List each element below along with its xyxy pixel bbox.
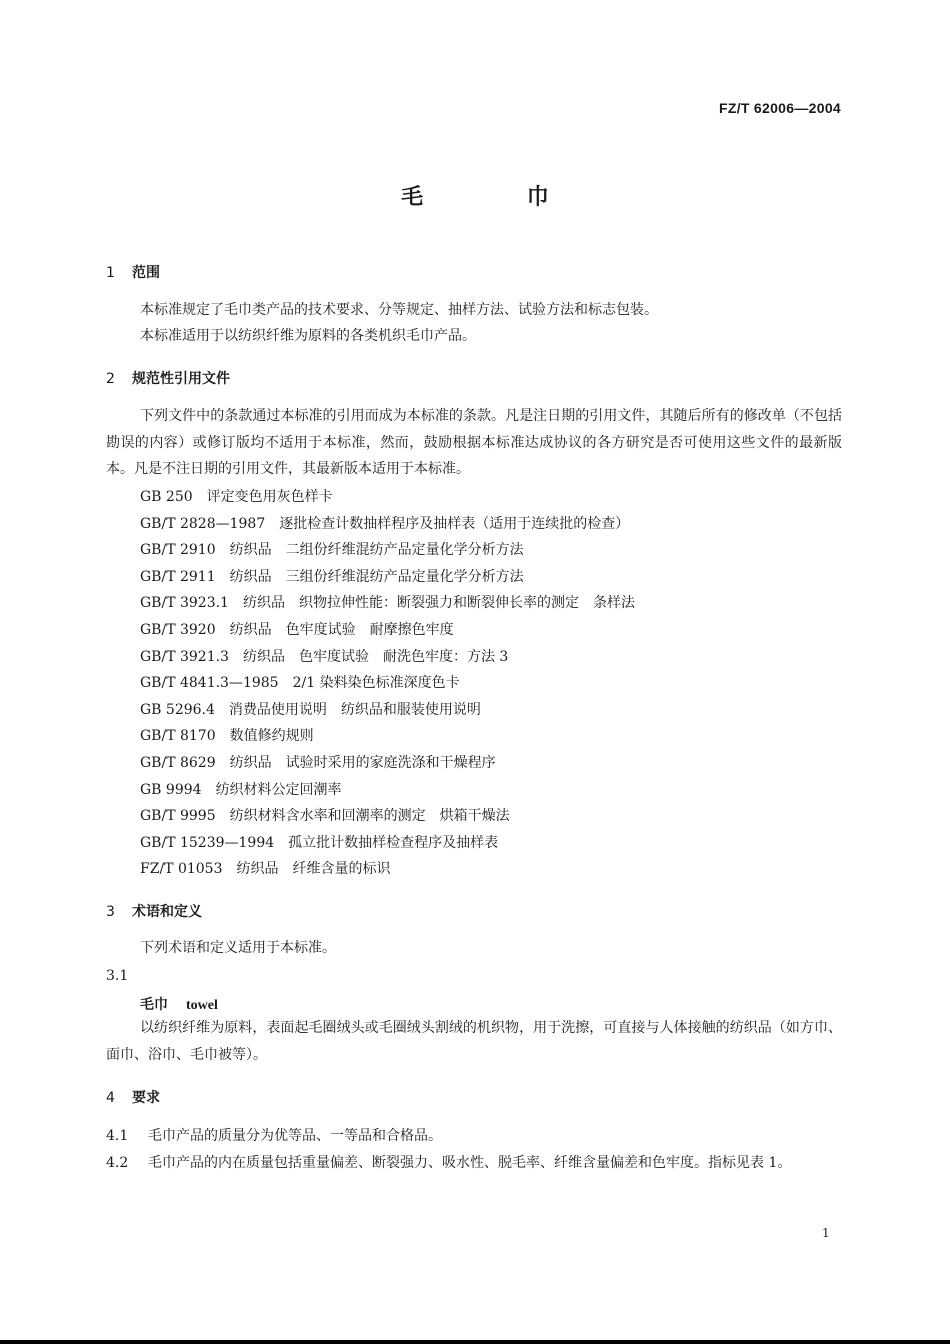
section-1-para-1: 本标准规定了毛巾类产品的技术要求、分等规定、抽样方法、试验方法和标志包装。: [140, 302, 658, 318]
reference-title: 消费品使用说明 纺织品和服装使用说明: [228, 701, 481, 718]
term-chinese: 毛巾: [140, 997, 168, 1013]
standard-code: FZ/T 62006—2004: [718, 100, 841, 116]
reference-code: GB/T 8170: [140, 728, 216, 745]
section-2-intro: 下列文件中的条款通过本标准的引用而成为本标准的条款。凡是注日期的引用文件，其随后所有的修改单（不包括勘误的内容）或修订版均不适用于本标准，然而，鼓励根据本标准达成协议的各方研究是否可使用这些文件的最新版本。凡是不注日期的引用文件，其最新版本适用于本标准。: [106, 408, 842, 477]
reference-title: 逐批检查计数抽样程序及抽样表（适用于连续批的检查）: [279, 515, 630, 532]
section-2-heading: [106, 368, 230, 388]
reference-title: 纺织材料公定回潮率: [215, 781, 342, 798]
section-number: 3: [106, 904, 115, 920]
reference-code: GB 9994: [140, 781, 202, 798]
reference-code: GB 5296.4: [140, 701, 215, 718]
reference-item: [140, 832, 498, 852]
section-title: 要求: [132, 1090, 160, 1106]
reference-code: GB 250: [140, 489, 193, 505]
reference-item: [140, 672, 460, 692]
reference-title: 纺织品 色牢度试验 耐洗色牢度：方法 3: [242, 648, 509, 665]
reference-title: 孤立批计数抽样检查程序及抽样表: [288, 834, 499, 851]
reference-item: [140, 699, 481, 719]
document-title: 毛 巾: [401, 185, 597, 210]
reference-code: GB/T 15239—1994: [140, 834, 275, 851]
reference-code: FZ/T 01053: [140, 861, 223, 878]
section-number: 4: [106, 1090, 115, 1106]
section-3-intro: 下列术语和定义适用于本标准。: [140, 940, 336, 956]
reference-code: GB/T 9995: [140, 808, 216, 825]
clause-number: 4.1: [106, 1128, 129, 1144]
reference-title: 2/1 染料染色标准深度色卡: [292, 675, 460, 692]
clause-text: 毛巾产品的质量分为优等品、一等品和合格品。: [148, 1128, 442, 1144]
reference-item: [140, 779, 342, 799]
reference-code: GB/T 4841.3—1985: [140, 675, 279, 692]
page-number: 1: [822, 1226, 830, 1240]
reference-code: GB/T 8629: [140, 755, 216, 771]
reference-title: 评定变色用灰色样卡: [206, 489, 333, 505]
section-1-para-2: 本标准适用于以纺织纤维为原料的各类机织毛巾产品。: [140, 328, 476, 344]
reference-item: [140, 619, 454, 639]
term-heading: [140, 994, 218, 1014]
section-title: 范围: [132, 265, 160, 281]
term-english: towel: [186, 998, 218, 1013]
clause-text: 毛巾产品的内在质量包括重量偏差、断裂强力、吸水性、脱毛率、纤维含量偏差和色牢度。指标见表 1。: [148, 1155, 792, 1171]
reference-item: [140, 725, 314, 745]
clause-number: 4.2: [106, 1155, 129, 1171]
reference-title: 数值修约规则: [229, 728, 314, 745]
reference-code: GB/T 2911: [140, 568, 216, 585]
reference-item: [140, 592, 635, 612]
reference-code: GB/T 3921.3: [140, 648, 229, 665]
bottom-border: [0, 1340, 950, 1344]
section-1-heading: [106, 262, 160, 282]
reference-title: 纺织品 色牢度试验 耐摩擦色牢度: [229, 622, 454, 638]
reference-title: 纺织品 二组份纤维混纺产品定量化学分析方法: [229, 542, 524, 559]
reference-title: 纺织品 纤维含量的标识: [236, 861, 391, 878]
reference-title: 纺织品 三组份纤维混纺产品定量化学分析方法: [229, 568, 524, 585]
reference-item: [140, 646, 508, 666]
reference-code: GB/T 3923.1: [140, 595, 229, 612]
reference-code: GB/T 3920: [140, 622, 216, 638]
section-title: 术语和定义: [132, 904, 202, 920]
reference-item: [140, 752, 496, 772]
section-title: 规范性引用文件: [132, 371, 230, 387]
reference-title: 纺织材料含水率和回潮率的测定 烘箱干燥法: [229, 808, 510, 825]
clause-3-1-number: 3.1: [106, 968, 129, 984]
reference-title: 纺织品 织物拉伸性能：断裂强力和断裂伸长率的测定 条样法: [242, 595, 635, 612]
reference-code: GB/T 2910: [140, 542, 216, 559]
requirement-4-2: [106, 1150, 842, 1177]
section-number: 1: [106, 265, 115, 281]
reference-item: [140, 513, 629, 533]
reference-item: [140, 566, 524, 586]
term-definition: 以纺织纤维为原料，表面起毛圈绒头或毛圈绒头割绒的机织物，用于洗擦，可直接与人体接触的纺织品（如方巾、面巾、浴巾、毛巾被等）。: [106, 1020, 842, 1063]
section-number: 2: [106, 371, 115, 387]
reference-code: GB/T 2828—1987: [140, 515, 266, 532]
reference-title: 纺织品 试验时采用的家庭洗涤和干燥程序: [229, 755, 496, 771]
section-3-heading: [106, 901, 202, 921]
requirement-4-1: [106, 1123, 842, 1150]
reference-item: [140, 486, 333, 506]
reference-item: [140, 858, 390, 878]
section-4-heading: [106, 1087, 160, 1107]
reference-item: [140, 539, 524, 559]
reference-item: [140, 805, 510, 825]
